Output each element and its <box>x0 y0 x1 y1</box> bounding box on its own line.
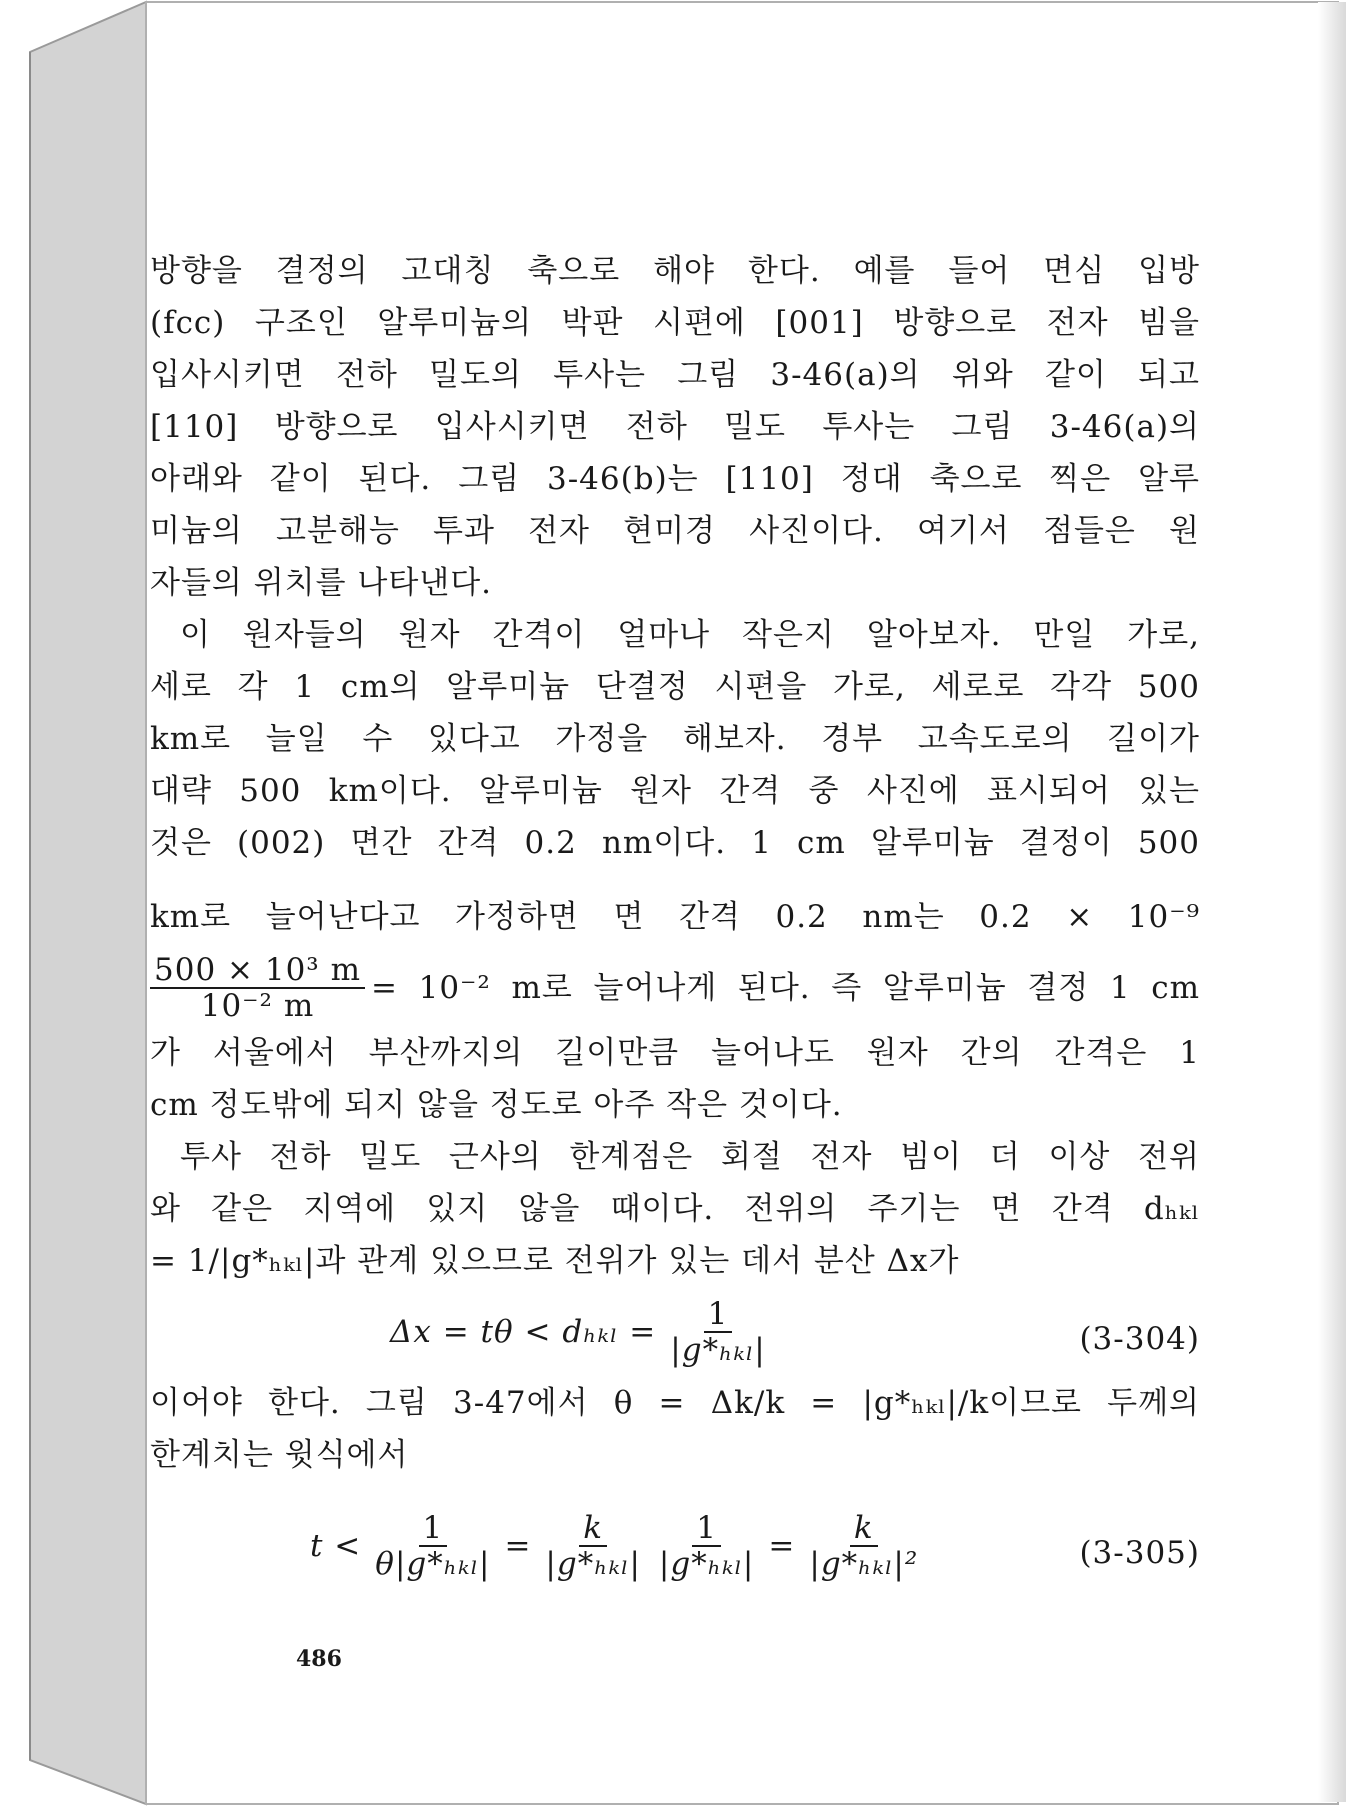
equation-3-304 <box>150 1287 1200 1377</box>
text-line: = 1/|g*ₕₖₗ|과 관계 있으므로 전위가 있는 데서 분산 Δx가 <box>150 1243 960 1279</box>
equation-3-305 <box>150 1491 1200 1601</box>
page-number: 486 <box>296 1646 342 1672</box>
fraction-denominator: |g*ₕₖₗ| <box>658 1546 755 1582</box>
text-line: km로 늘어난다고 가정하면 면 간격 0.2 nm는 0.2 × 10⁻⁹ <box>150 899 1200 935</box>
text-line: 이어야 한다. 그림 3-47에서 θ = Δk/k = |g*ₕₖₗ|/k이므로 두께의 <box>150 1385 1200 1421</box>
page-edge-shadow <box>1318 2 1346 1802</box>
equation-fraction <box>541 1511 644 1581</box>
equation-lhs: Δx = tθ < dₕₖₗ = <box>390 1314 657 1350</box>
text-line: [110] 방향으로 입사시키면 전하 밀도 투사는 그림 3-46(a)의 <box>150 409 1200 445</box>
fraction-denominator: |g*ₕₖₗ| <box>545 1546 641 1582</box>
text-line: = 10⁻² m로 늘어나게 된다. 즉 알루미늄 결정 1 cm <box>370 970 1200 1006</box>
text-line: 아래와 같이 된다. 그림 3-46(b)는 [110] 정대 축으로 찍은 알루 <box>150 461 1201 497</box>
equation-fraction <box>805 1511 922 1581</box>
length-ratio-fraction <box>150 953 365 1023</box>
equals-sign: = <box>504 1528 532 1564</box>
paragraph-1 <box>150 245 1200 609</box>
fraction-numerator: k <box>579 1511 607 1547</box>
paragraph-3 <box>150 1131 1200 1287</box>
fraction-denominator: 10⁻² m <box>200 988 315 1024</box>
equation-fraction <box>371 1511 494 1581</box>
text-line: km로 늘일 수 있다고 가정을 해보자. 경부 고속도로의 길이가 <box>150 721 1200 757</box>
equation-lhs: t < <box>310 1528 362 1564</box>
equation-fraction <box>666 1297 769 1367</box>
fraction-denominator: |g*ₕₖₗ|² <box>809 1546 919 1582</box>
page-text <box>150 245 1200 1601</box>
fraction-numerator: 1 <box>692 1511 721 1547</box>
fraction-denominator: θ|g*ₕₖₗ| <box>375 1546 491 1582</box>
text-line: (fcc) 구조인 알루미늄의 박판 시편에 [001] 방향으로 전자 빔을 <box>150 305 1200 341</box>
text-line: 투사 전하 밀도 근사의 한계점은 회절 전자 빔이 더 이상 전위 <box>180 1139 1200 1175</box>
text-line: 방향을 결정의 고대칭 축으로 해야 한다. 예를 들어 면심 입방 <box>150 253 1200 289</box>
paragraph-2 <box>150 609 1200 1131</box>
text-line: 입사시키면 전하 밀도의 투사는 그림 3-46(a)의 위와 같이 되고 <box>150 357 1200 393</box>
fraction-numerator: k <box>850 1511 878 1547</box>
fraction-numerator: 1 <box>704 1297 733 1333</box>
equation-fraction <box>655 1511 758 1581</box>
equation-number: (3-305) <box>1079 1535 1200 1571</box>
fraction-line <box>150 949 1200 1027</box>
equals-sign: = <box>768 1528 796 1564</box>
paragraph-4 <box>150 1377 1200 1481</box>
fraction-numerator: 1 <box>419 1511 448 1547</box>
text-line: 한계치는 윗식에서 <box>150 1437 409 1473</box>
text-line: cm 정도밖에 되지 않을 정도로 아주 작은 것이다. <box>150 1087 843 1123</box>
fraction-numerator: 500 × 10³ m <box>150 953 365 989</box>
equation-body <box>390 1287 770 1377</box>
fraction-denominator: |g*ₕₖₗ| <box>670 1332 766 1368</box>
equation-number: (3-304) <box>1079 1321 1200 1357</box>
text-line: 자들의 위치를 나타낸다. <box>150 565 493 601</box>
text-line: 대략 500 km이다. 알루미늄 원자 간격 중 사진에 표시되어 있는 <box>150 773 1200 809</box>
text-line: 와 같은 지역에 있지 않을 때이다. 전위의 주기는 면 간격 dₕₖₗ <box>150 1191 1200 1227</box>
text-line: 세로 각 1 cm의 알루미늄 단결정 시편을 가로, 세로로 각각 500 <box>150 669 1200 705</box>
text-line: 이 원자들의 원자 간격이 얼마나 작은지 알아보자. 만일 가로, <box>180 617 1200 653</box>
text-line: 가 서울에서 부산까지의 길이만큼 늘어나도 원자 간의 간격은 1 <box>150 1035 1200 1071</box>
text-line: 미늄의 고분해능 투과 전자 현미경 사진이다. 여기서 점들은 원 <box>150 513 1200 549</box>
text-line: 것은 (002) 면간 간격 0.2 nm이다. 1 cm 알루미늄 결정이 500 <box>150 825 1200 861</box>
equation-body <box>310 1491 922 1601</box>
